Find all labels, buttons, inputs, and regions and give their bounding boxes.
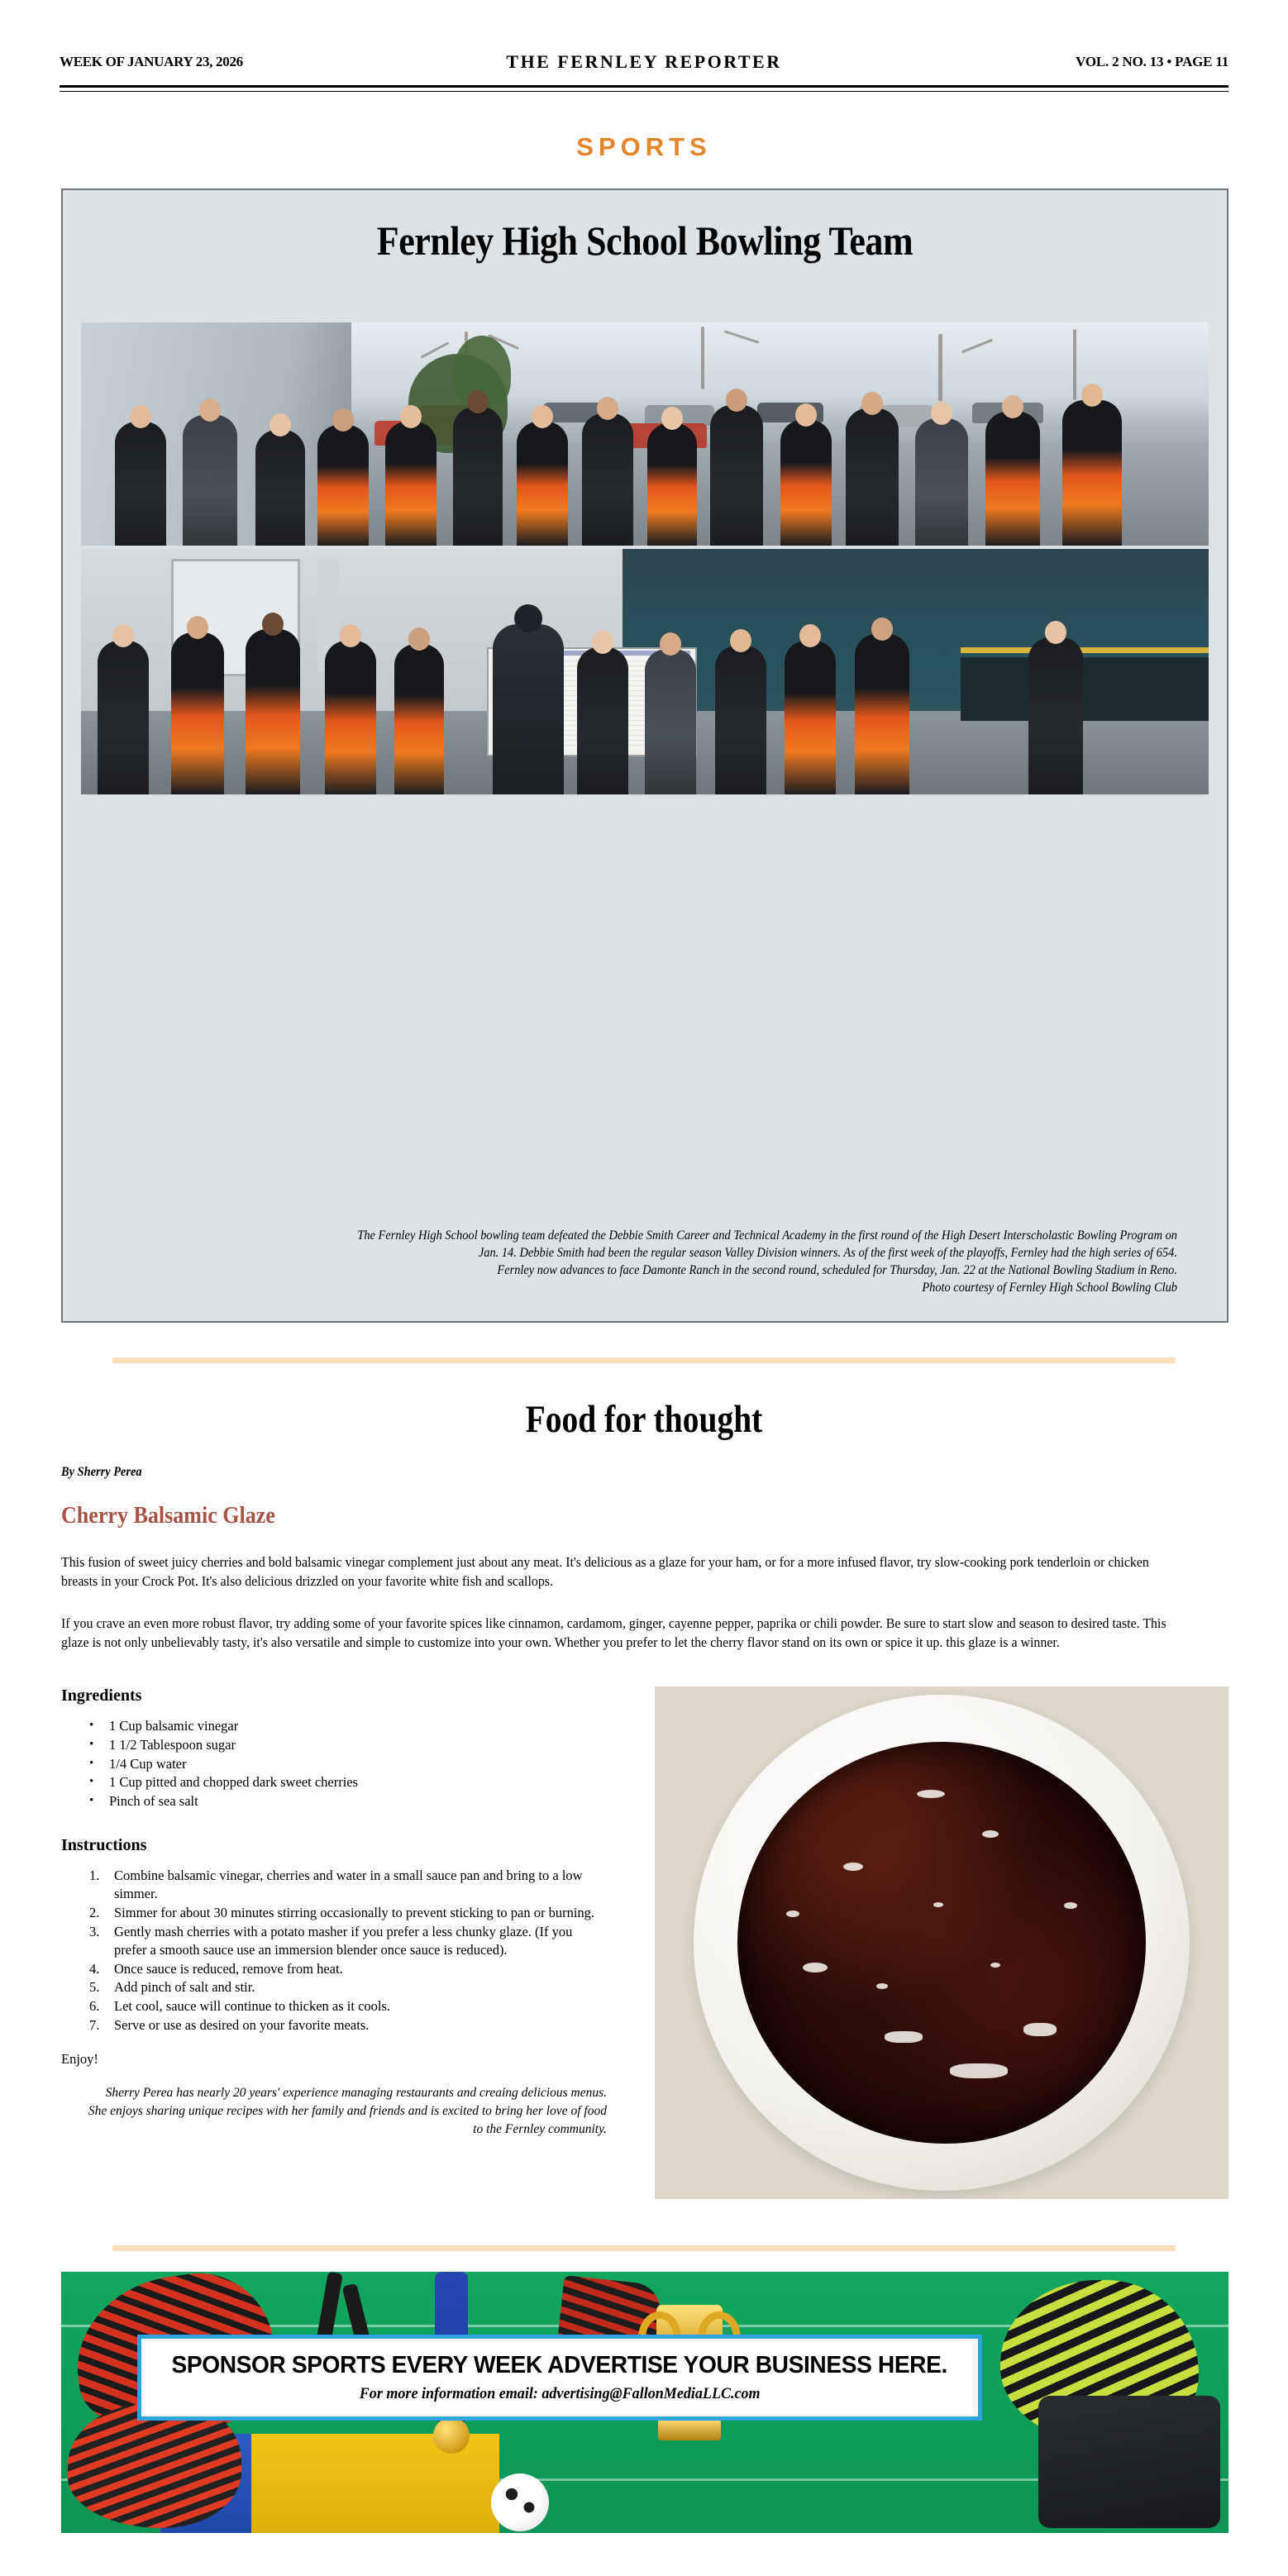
list-item: • 1 Cup pitted and chopped dark sweet cherries [89,1773,607,1792]
sports-photo-caption [187,1228,1177,1297]
glaze-shape [737,1742,1146,2144]
caption-line-1: The Fernley High School bowling team defeated the Debbie Smith Career and Technical Academy in the first round of the High Desert Interscholastic Bowling Program on [357,1228,1177,1243]
ingredients-list [61,1717,607,1811]
masthead-rule-thick [60,85,1228,88]
sports-article-headline: Fernley High School Bowling Team [376,217,914,264]
recipe-title: Cherry Balsamic Glaze [61,1503,275,1529]
ad-headline: SPONSOR SPORTS EVERY WEEK ADVERTISE YOUR BUSINESS HERE. [171,2352,948,2378]
caption-line-2: Jan. 14. Debbie Smith had been the regular season Valley Division winners. As of the first week of the playoffs, Fernley had the high series of 654. [478,1245,1177,1260]
ingredients-heading: Ingredients [61,1686,142,1705]
list-item: • Pinch of sea salt [89,1792,607,1811]
list-item: • 1 1/2 Tablespoon sugar [89,1736,607,1755]
medal-icon [433,2417,470,2454]
divider-above-advertisement [112,2245,1176,2251]
list-item: • 1/4 Cup water [89,1755,607,1774]
author-bio: Sherry Perea has nearly 20 years' experience managing restaurants and creaing delicious menus. She enjoys sharing unique recipes with her family and friends and is excited to bring her love of food to the Fernley community. [88,2086,607,2136]
recipe-closing: Enjoy! [61,2051,98,2068]
recipe-photo [655,1686,1228,2199]
masthead-volume-page: VOL. 2 NO. 13 • PAGE 11 [1076,54,1229,69]
soccer-ball-icon [491,2473,549,2531]
instructions-heading: Instructions [61,1835,147,1854]
recipe-text-column [61,1686,607,2138]
masthead-title: THE FERNLEY REPORTER [506,51,782,72]
masthead [0,48,1288,76]
recipe-intro-paragraph-1: This fusion of sweet juicy cherries and bold balsamic vinegar complement just about any meat. It's delicious as a glaze for your ham, or for a more infused flavor, try slow-cooking pork tenderloin or chicken breasts in your Crock Pot. It's also delicious drizzled on your favorite white fish and scallops. [61,1554,1149,1590]
food-section-byline: By Sherry Perea [61,1465,142,1479]
ad-message-card[interactable] [137,2335,982,2421]
list-item: Add pinch of salt and stir. [114,1979,255,1996]
team-group-photo [81,322,1209,546]
sports-photo-stack [81,322,1209,794]
list-item: Serve or use as desired on your favorite meats. [114,2017,370,2034]
list-item: Combine balsamic vinegar, cherries and water in a small sauce pan and bring to a low simmer. [114,1867,583,1901]
list-item: Gently mash cherries with a potato masher if you prefer a less chunky glaze. (If you prefer a smooth sauce use an immersion blender once sauce is reduced). [114,1923,573,1958]
masthead-rule-thin [60,91,1228,92]
masthead-date: WEEK OF JANUARY 23, 2026 [60,54,243,69]
divider-above-food-section [112,1357,1176,1363]
red-shoe-icon [68,2404,241,2528]
caption-line-3: Fernley now advances to face Damonte Ranch in the second round, scheduled for Thursday, Jan. 22 at the National Bowling Stadium in Reno. [497,1262,1177,1277]
section-label-sports: SPORTS [576,132,712,161]
list-item: Let cool, sauce will continue to thicken as it cools. [114,1998,391,2015]
ad-contact-email[interactable]: For more information email: advertising@FallonMediaLLC.com [359,2385,761,2402]
sports-article-box [61,188,1228,1323]
list-item: Simmer for about 30 minutes stirring occasionally to prevent sticking to pan or burning. [114,1904,595,1920]
caption-photo-credit: Photo courtesy of Fernley High School Bowling Club [922,1280,1177,1295]
instructions-list [61,1867,607,2035]
food-section-title: Food for thought [525,1398,763,1441]
recipe-intro-paragraph-2: If you crave an even more robust flavor, try adding some of your favorite spices like cinnamon, cardamom, ginger, cayenne pepper, paprika or chili powder. Be sure to start slow and season to desired taste. This glaze is not only unbelievably tasty, it's also versatile and simple to customize into your own. Whether you prefer to let the cherry flavor stand on its own or spice it up. this glaze is a winner. [61,1615,1166,1651]
sports-bag-icon [1038,2396,1220,2528]
list-item: • 1 Cup balsamic vinegar [89,1717,607,1736]
advertisement-banner[interactable] [61,2272,1228,2533]
list-item: Once sauce is reduced, remove from heat. [114,1960,343,1977]
bracket-presentation-photo [81,549,1209,794]
